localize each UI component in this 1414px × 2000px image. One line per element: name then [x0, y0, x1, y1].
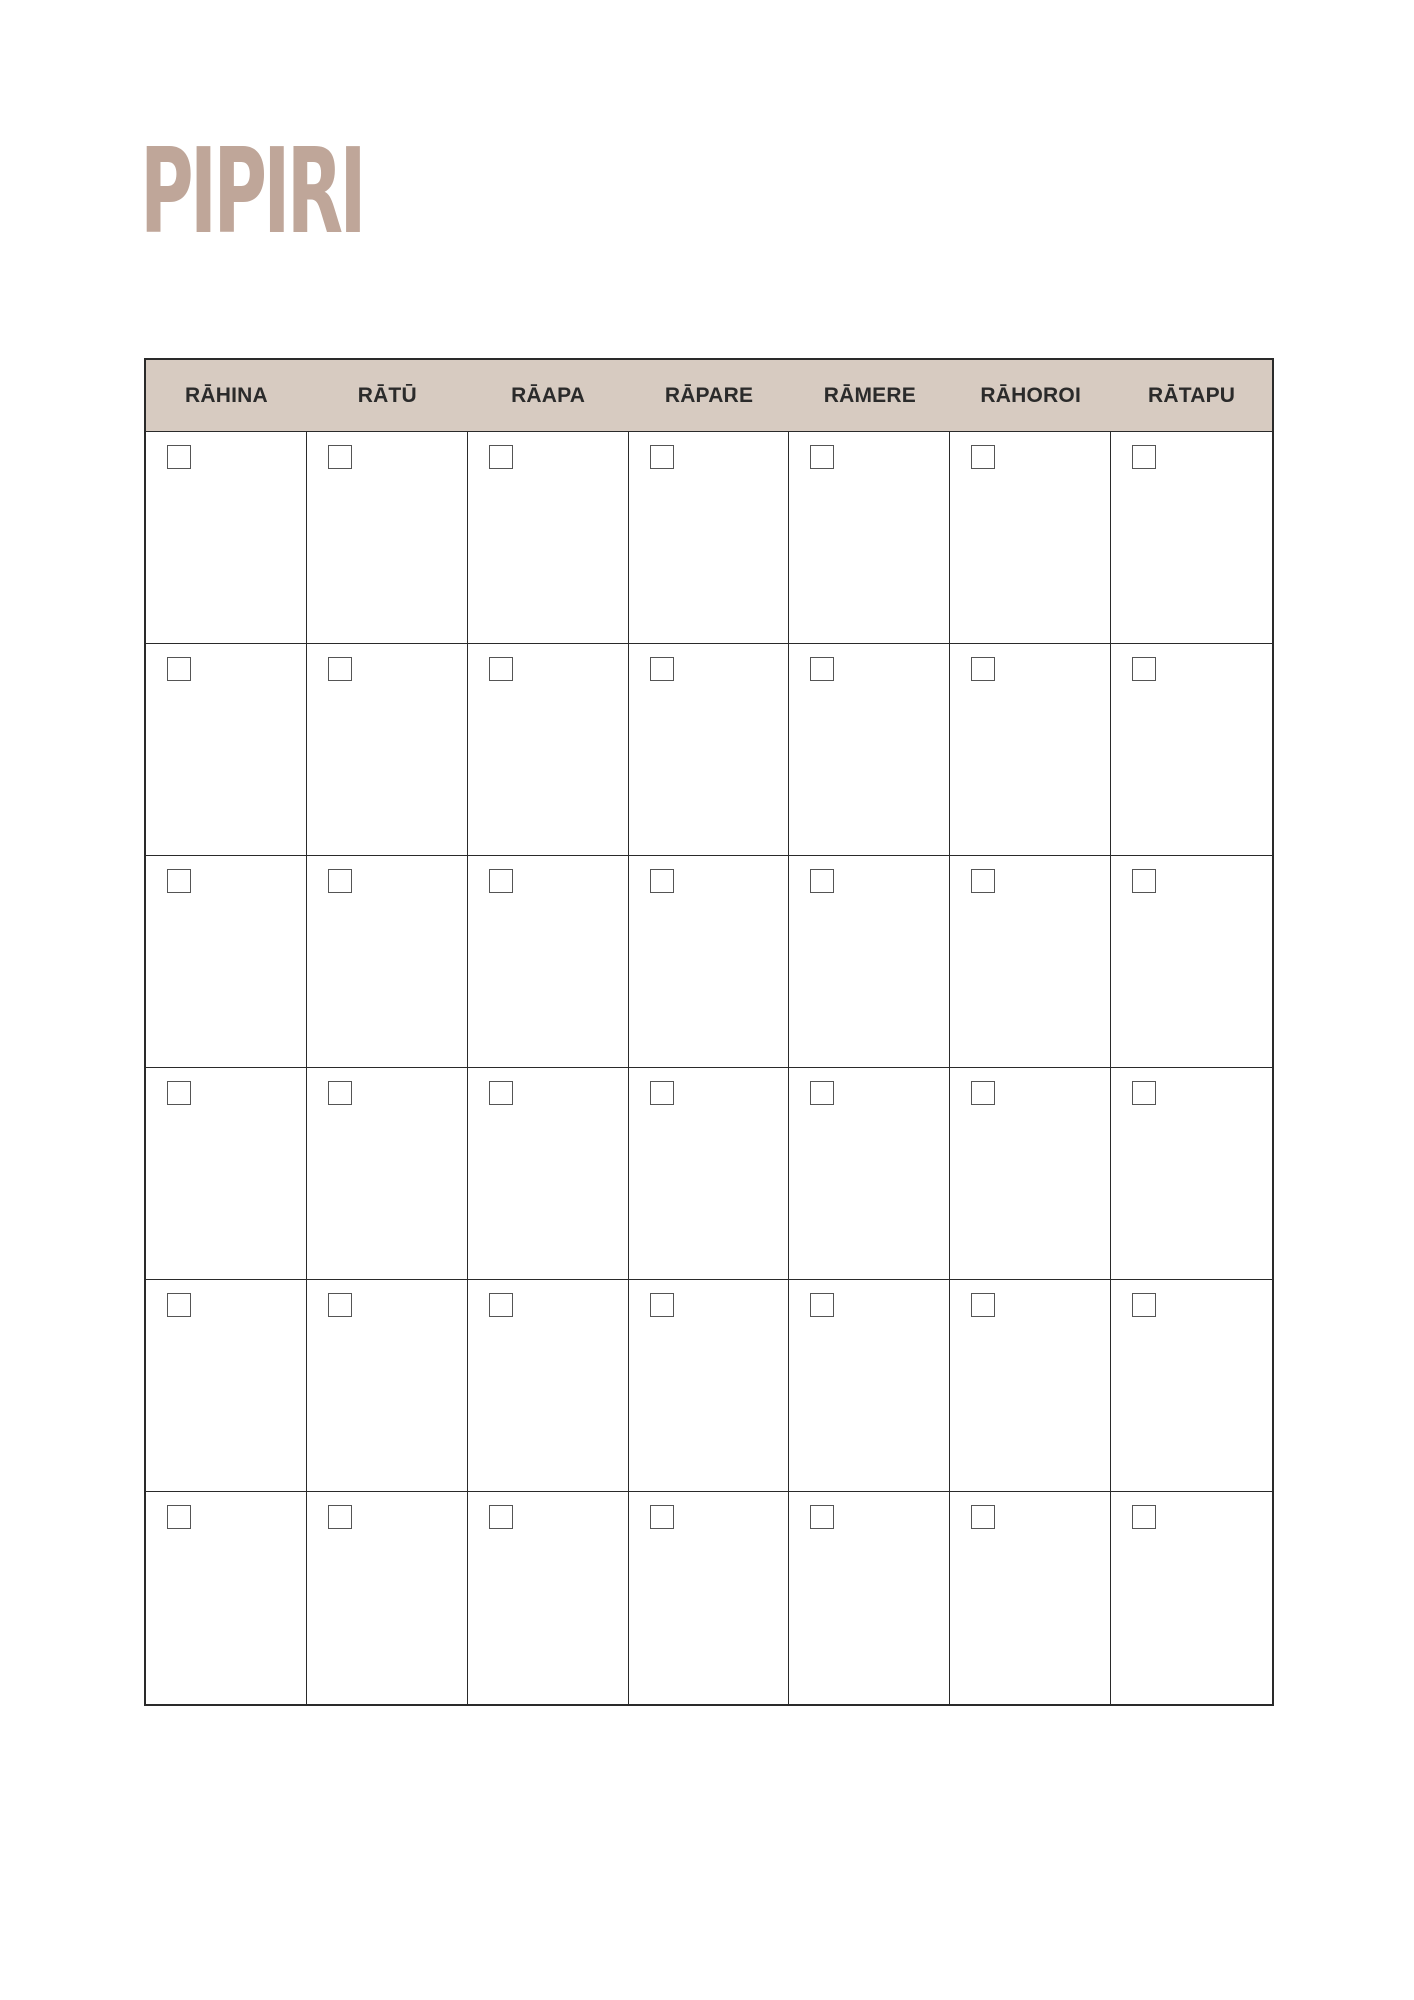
- day-cell[interactable]: [307, 1280, 468, 1492]
- day-checkbox[interactable]: [167, 445, 191, 469]
- day-checkbox[interactable]: [1132, 1293, 1156, 1317]
- day-checkbox[interactable]: [328, 869, 352, 893]
- weekday-label: RĀHOROI: [980, 383, 1081, 407]
- day-checkbox[interactable]: [1132, 445, 1156, 469]
- day-checkbox[interactable]: [328, 1081, 352, 1105]
- day-checkbox[interactable]: [1132, 657, 1156, 681]
- weekday-label: RĀHINA: [184, 383, 268, 407]
- day-checkbox[interactable]: [489, 1505, 513, 1529]
- day-cells: [146, 432, 1272, 1704]
- day-cell[interactable]: [468, 1492, 629, 1704]
- day-cell[interactable]: [468, 432, 629, 644]
- day-checkbox[interactable]: [971, 445, 995, 469]
- day-cell[interactable]: [950, 856, 1111, 1068]
- day-cell[interactable]: [789, 644, 950, 856]
- day-checkbox[interactable]: [328, 1293, 352, 1317]
- day-checkbox[interactable]: [1132, 1081, 1156, 1105]
- day-checkbox[interactable]: [1132, 1505, 1156, 1529]
- day-cell[interactable]: [789, 1280, 950, 1492]
- day-checkbox[interactable]: [489, 1293, 513, 1317]
- day-checkbox[interactable]: [810, 445, 834, 469]
- day-cell[interactable]: [307, 644, 468, 856]
- day-cell[interactable]: [950, 432, 1111, 644]
- weekday-label: RĀAPA: [511, 383, 586, 407]
- day-checkbox[interactable]: [489, 657, 513, 681]
- day-cell[interactable]: [950, 644, 1111, 856]
- weekday-label: RĀMERE: [823, 383, 916, 407]
- day-cell[interactable]: [1111, 644, 1272, 856]
- day-checkbox[interactable]: [167, 869, 191, 893]
- day-checkbox[interactable]: [971, 1293, 995, 1317]
- day-cell[interactable]: [1111, 1280, 1272, 1492]
- day-checkbox[interactable]: [167, 1293, 191, 1317]
- day-cell[interactable]: [629, 432, 790, 644]
- day-cell[interactable]: [1111, 432, 1272, 644]
- day-cell[interactable]: [146, 856, 307, 1068]
- day-checkbox[interactable]: [489, 445, 513, 469]
- day-checkbox[interactable]: [167, 1081, 191, 1105]
- day-checkbox[interactable]: [810, 869, 834, 893]
- day-cell[interactable]: [468, 1068, 629, 1280]
- day-cell[interactable]: [307, 1068, 468, 1280]
- day-checkbox[interactable]: [650, 1081, 674, 1105]
- day-cell[interactable]: [629, 856, 790, 1068]
- day-checkbox[interactable]: [167, 657, 191, 681]
- day-cell[interactable]: [1111, 856, 1272, 1068]
- day-cell[interactable]: [789, 1068, 950, 1280]
- day-checkbox[interactable]: [1132, 869, 1156, 893]
- day-checkbox[interactable]: [971, 657, 995, 681]
- day-cell[interactable]: [307, 1492, 468, 1704]
- page-title: PIPIRI: [140, 122, 363, 260]
- day-cell[interactable]: [468, 1280, 629, 1492]
- day-cell[interactable]: [146, 1068, 307, 1280]
- day-cell[interactable]: [468, 644, 629, 856]
- weekday-label: RĀTAPU: [1148, 383, 1236, 407]
- day-cell[interactable]: [629, 1068, 790, 1280]
- day-cell[interactable]: [146, 644, 307, 856]
- day-cell[interactable]: [307, 856, 468, 1068]
- weekday-label: RĀTŪ: [357, 383, 417, 407]
- day-checkbox[interactable]: [328, 445, 352, 469]
- day-checkbox[interactable]: [810, 657, 834, 681]
- day-cell[interactable]: [950, 1068, 1111, 1280]
- day-cell[interactable]: [789, 856, 950, 1068]
- day-cell[interactable]: [468, 856, 629, 1068]
- day-cell[interactable]: [146, 1280, 307, 1492]
- day-cell[interactable]: [789, 1492, 950, 1704]
- day-cell[interactable]: [1111, 1492, 1272, 1704]
- day-cell[interactable]: [950, 1492, 1111, 1704]
- day-checkbox[interactable]: [650, 445, 674, 469]
- day-checkbox[interactable]: [971, 1505, 995, 1529]
- day-checkbox[interactable]: [971, 869, 995, 893]
- day-cell[interactable]: [146, 432, 307, 644]
- weekday-header: [146, 360, 1272, 432]
- day-checkbox[interactable]: [489, 869, 513, 893]
- day-cell[interactable]: [629, 644, 790, 856]
- day-checkbox[interactable]: [328, 1505, 352, 1529]
- day-checkbox[interactable]: [810, 1081, 834, 1105]
- day-checkbox[interactable]: [167, 1505, 191, 1529]
- weekday-label: RĀPARE: [664, 383, 754, 407]
- day-cell[interactable]: [307, 432, 468, 644]
- day-checkbox[interactable]: [810, 1293, 834, 1317]
- day-cell[interactable]: [629, 1280, 790, 1492]
- day-cell[interactable]: [1111, 1068, 1272, 1280]
- day-checkbox[interactable]: [650, 657, 674, 681]
- day-cell[interactable]: [789, 432, 950, 644]
- day-cell[interactable]: [146, 1492, 307, 1704]
- day-checkbox[interactable]: [650, 1293, 674, 1317]
- day-checkbox[interactable]: [971, 1081, 995, 1105]
- day-checkbox[interactable]: [489, 1081, 513, 1105]
- day-checkbox[interactable]: [328, 657, 352, 681]
- day-checkbox[interactable]: [810, 1505, 834, 1529]
- day-cell[interactable]: [629, 1492, 790, 1704]
- calendar-grid: [144, 358, 1274, 1706]
- day-cell[interactable]: [950, 1280, 1111, 1492]
- day-checkbox[interactable]: [650, 869, 674, 893]
- day-checkbox[interactable]: [650, 1505, 674, 1529]
